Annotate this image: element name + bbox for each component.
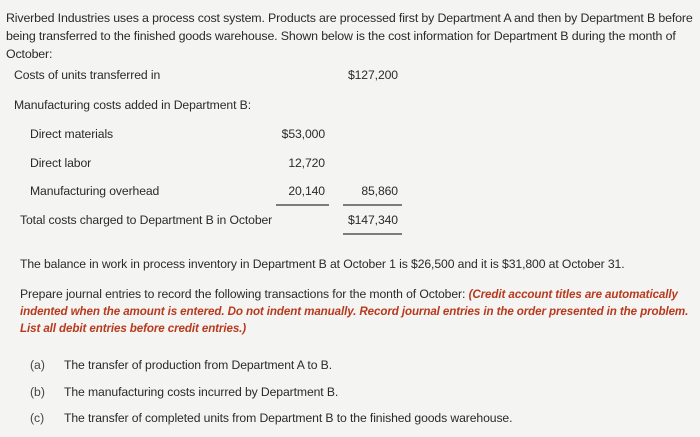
- total-rule-bottom: [343, 233, 402, 235]
- manufacturing-overhead-label: Manufacturing overhead: [30, 184, 160, 198]
- direct-labor-amount: 12,720: [288, 156, 325, 170]
- transferred-in-total: $127,200: [347, 68, 398, 82]
- transaction-b-text: The manufacturing costs incurred by Department B.: [64, 385, 339, 399]
- problem-intro: Riverbed Industries uses a process cost system. Products are processed first by Department A and then by Department B before being transferred to the finished goods warehouse. Shown below is the cost information for Department B during the month of October:: [6, 11, 693, 61]
- direct-labor-label: Direct labor: [30, 156, 92, 170]
- transaction-c-label: (c): [30, 411, 45, 425]
- transaction-a-text: The transfer of production from Department A to B.: [64, 358, 332, 372]
- transferred-in-label: Costs of units transferred in: [14, 68, 161, 82]
- transaction-b-label: (b): [30, 385, 45, 399]
- instructions-paragraph: [20, 286, 692, 337]
- prepare-text: Prepare journal entries to record the following transactions for the month of October:: [20, 287, 466, 301]
- costs-added-total: 85,860: [361, 184, 398, 198]
- balance-paragraph: The balance in work in process inventory in Department B at October 1 is $26,500 and it is $31,800 at October 31.: [20, 257, 625, 271]
- manufacturing-overhead-amount: 20,140: [288, 184, 325, 198]
- transaction-c-text: The transfer of completed units from Department B to the finished goods warehouse.: [64, 411, 513, 425]
- direct-materials-amount: $53,000: [281, 127, 325, 141]
- total-charged-amount: $147,340: [347, 213, 398, 227]
- total-rule-top: [343, 204, 402, 206]
- transaction-a-label: (a): [30, 358, 45, 372]
- direct-materials-label: Direct materials: [30, 127, 114, 141]
- total-charged-label: Total costs charged to Department B in October: [20, 213, 273, 227]
- instruction-text: (Credit account titles are automatically indented when the amount is entered. Do not indent manually. Record journal entries in the order presented in the problem. List all debit entries before credit entries.): [20, 288, 689, 335]
- costs-added-header: Manufacturing costs added in Department B:: [14, 98, 251, 112]
- subtotal-rule: [276, 204, 329, 206]
